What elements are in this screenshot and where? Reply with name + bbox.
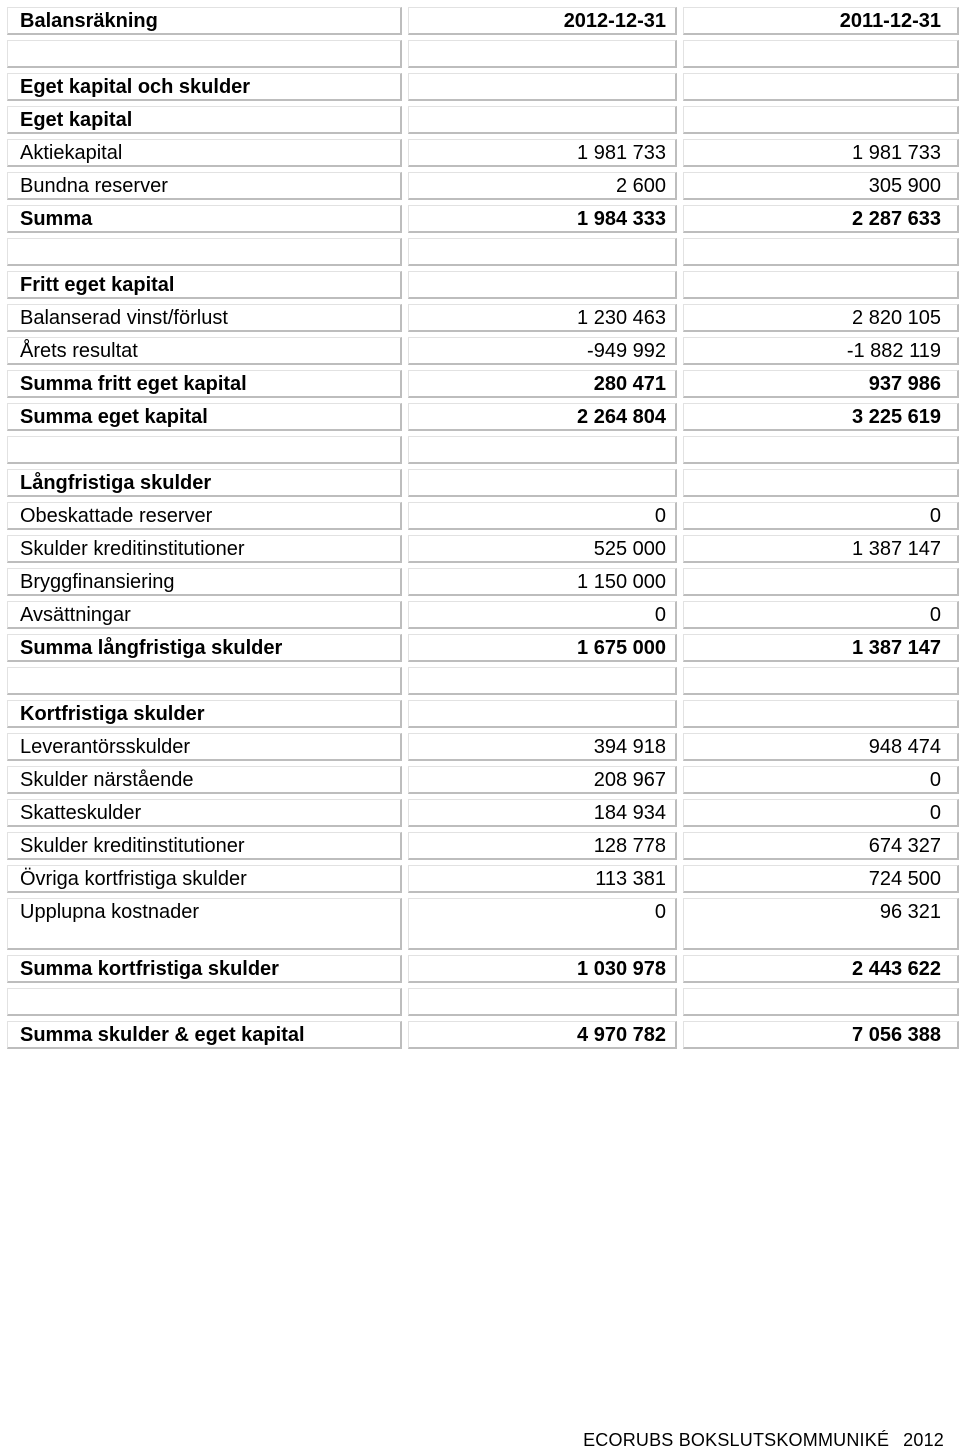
table-row-spacer <box>7 667 959 695</box>
row-label <box>7 40 402 68</box>
row-value-2012: 113 381 <box>408 865 677 893</box>
table-row <box>7 766 959 794</box>
row-label: Summa kortfristiga skulder <box>7 955 402 983</box>
table-row <box>7 865 959 893</box>
table-row-spacer <box>7 238 959 266</box>
header-label: Balansräkning <box>7 7 402 35</box>
row-label: Summa långfristiga skulder <box>7 634 402 662</box>
table-row <box>7 898 959 950</box>
row-label <box>7 667 402 695</box>
table-row <box>7 601 959 629</box>
row-value-2011: 96 321 <box>683 898 959 950</box>
row-label: Eget kapital <box>7 106 402 134</box>
row-value-2012: 1 150 000 <box>408 568 677 596</box>
row-value-2011: 0 <box>683 601 959 629</box>
table-row <box>7 304 959 332</box>
row-value-2012: 1 675 000 <box>408 634 677 662</box>
row-label: Årets resultat <box>7 337 402 365</box>
row-value-2012 <box>408 700 677 728</box>
row-value-2012: 0 <box>408 898 677 950</box>
total-row <box>7 370 959 398</box>
balance-sheet-table <box>7 7 959 1054</box>
row-label: Skulder kreditinstitutioner <box>7 535 402 563</box>
row-value-2011 <box>683 271 959 299</box>
row-value-2012: 1 984 333 <box>408 205 677 233</box>
row-value-2012 <box>408 40 677 68</box>
row-value-2011: 674 327 <box>683 832 959 860</box>
row-value-2012: 4 970 782 <box>408 1021 677 1049</box>
table-row-spacer <box>7 988 959 1016</box>
row-value-2011: 305 900 <box>683 172 959 200</box>
row-value-2011: 948 474 <box>683 733 959 761</box>
row-label <box>7 988 402 1016</box>
row-value-2011 <box>683 700 959 728</box>
row-value-2011: 2 820 105 <box>683 304 959 332</box>
row-value-2012: 2 264 804 <box>408 403 677 431</box>
table-row-spacer <box>7 436 959 464</box>
row-value-2011 <box>683 667 959 695</box>
row-value-2011: -1 882 119 <box>683 337 959 365</box>
row-value-2012 <box>408 436 677 464</box>
row-value-2011: 1 387 147 <box>683 634 959 662</box>
table-row-spacer <box>7 40 959 68</box>
row-label: Bundna reserver <box>7 172 402 200</box>
row-label: Leverantörsskulder <box>7 733 402 761</box>
row-value-2012: 0 <box>408 502 677 530</box>
row-value-2011: 937 986 <box>683 370 959 398</box>
table-row <box>7 502 959 530</box>
row-value-2012: 1 230 463 <box>408 304 677 332</box>
table-row <box>7 535 959 563</box>
section-heading-row <box>7 271 959 299</box>
row-label: Summa fritt eget kapital <box>7 370 402 398</box>
row-value-2012: -949 992 <box>408 337 677 365</box>
total-row <box>7 955 959 983</box>
row-label: Upplupna kostnader <box>7 898 402 950</box>
row-label: Obeskattade reserver <box>7 502 402 530</box>
row-label: Övriga kortfristiga skulder <box>7 865 402 893</box>
row-value-2011 <box>683 73 959 101</box>
section-heading-row <box>7 106 959 134</box>
row-value-2012: 208 967 <box>408 766 677 794</box>
row-label: Kortfristiga skulder <box>7 700 402 728</box>
row-value-2011: 3 225 619 <box>683 403 959 431</box>
row-label: Aktiekapital <box>7 139 402 167</box>
row-value-2012 <box>408 988 677 1016</box>
row-value-2011 <box>683 238 959 266</box>
row-label: Summa skulder & eget kapital <box>7 1021 402 1049</box>
row-value-2011: 724 500 <box>683 865 959 893</box>
row-value-2011: 0 <box>683 766 959 794</box>
section-heading-row <box>7 73 959 101</box>
row-value-2012 <box>408 73 677 101</box>
row-value-2012 <box>408 667 677 695</box>
row-label: Skulder kreditinstitutioner <box>7 832 402 860</box>
row-value-2011 <box>683 568 959 596</box>
table-row <box>7 733 959 761</box>
total-row <box>7 634 959 662</box>
row-value-2012: 184 934 <box>408 799 677 827</box>
table-row <box>7 568 959 596</box>
row-value-2011: 2 287 633 <box>683 205 959 233</box>
header-col-2011: 2011-12-31 <box>683 7 959 35</box>
row-value-2012: 280 471 <box>408 370 677 398</box>
table-row <box>7 172 959 200</box>
row-label: Eget kapital och skulder <box>7 73 402 101</box>
row-value-2012 <box>408 469 677 497</box>
row-value-2011: 2 443 622 <box>683 955 959 983</box>
row-label <box>7 436 402 464</box>
section-heading-row <box>7 700 959 728</box>
row-value-2012 <box>408 238 677 266</box>
row-value-2011 <box>683 988 959 1016</box>
row-value-2012: 394 918 <box>408 733 677 761</box>
row-label: Bryggfinansiering <box>7 568 402 596</box>
row-value-2012: 1 030 978 <box>408 955 677 983</box>
row-label: Summa <box>7 205 402 233</box>
row-label: Balanserad vinst/förlust <box>7 304 402 332</box>
row-value-2011: 7 056 388 <box>683 1021 959 1049</box>
row-label: Skatteskulder <box>7 799 402 827</box>
total-row <box>7 205 959 233</box>
row-value-2012: 0 <box>408 601 677 629</box>
row-value-2011: 1 387 147 <box>683 535 959 563</box>
row-label: Skulder närstående <box>7 766 402 794</box>
footer-company: ECORUBS BOKSLUTSKOMMUNIKÉ <box>583 1430 890 1450</box>
row-value-2011 <box>683 40 959 68</box>
row-value-2011: 1 981 733 <box>683 139 959 167</box>
table-row <box>7 799 959 827</box>
row-label <box>7 238 402 266</box>
section-heading-row <box>7 469 959 497</box>
row-value-2012: 1 981 733 <box>408 139 677 167</box>
table-row <box>7 832 959 860</box>
row-label: Långfristiga skulder <box>7 469 402 497</box>
row-value-2011: 0 <box>683 799 959 827</box>
header-col-2012: 2012-12-31 <box>408 7 677 35</box>
row-value-2011 <box>683 106 959 134</box>
row-value-2011 <box>683 436 959 464</box>
table-row <box>7 337 959 365</box>
row-label: Avsättningar <box>7 601 402 629</box>
row-value-2012 <box>408 271 677 299</box>
row-value-2012 <box>408 106 677 134</box>
table-row <box>7 139 959 167</box>
page-footer <box>583 1430 944 1450</box>
row-value-2011: 0 <box>683 502 959 530</box>
row-value-2011 <box>683 469 959 497</box>
row-value-2012: 525 000 <box>408 535 677 563</box>
row-label: Summa eget kapital <box>7 403 402 431</box>
header-row <box>7 7 959 35</box>
footer-year: 2012 <box>903 1430 944 1450</box>
total-row <box>7 403 959 431</box>
row-label: Fritt eget kapital <box>7 271 402 299</box>
grand-total-row <box>7 1021 959 1049</box>
row-value-2012: 2 600 <box>408 172 677 200</box>
row-value-2012: 128 778 <box>408 832 677 860</box>
